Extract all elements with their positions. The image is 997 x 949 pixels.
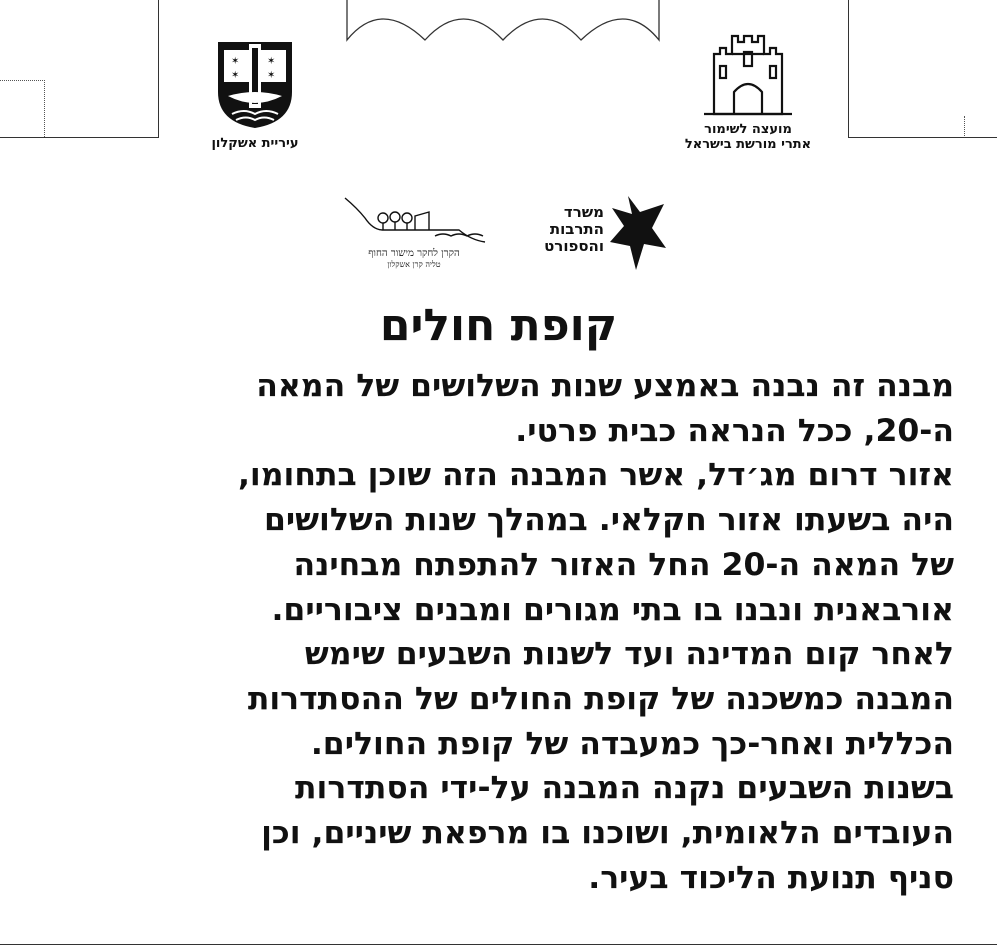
top-right-dotted-guide — [964, 116, 965, 136]
body-line: בשנות השבעים נקנה המבנה על-ידי הסתדרות — [295, 770, 954, 807]
ministry-line1: משרד — [563, 203, 604, 221]
castle-gate-icon — [700, 30, 796, 116]
svg-text:✶: ✶ — [231, 70, 240, 81]
body-line: אורבאנית ונבנו בו בתי מגורים ומבנים ציבוריים. — [271, 591, 954, 628]
body-line: היה בשעתו אזור חקלאי. במהלך שנות השלושים — [263, 502, 954, 539]
body-line: של המאה ה-20 החל האזור להתפתח מבחינה — [293, 546, 954, 583]
heritage-council-logo — [678, 30, 818, 152]
body-line: המבנה כמשכנה של קופת החולים של ההסתדרות — [247, 680, 954, 717]
top-left-dotted-guide — [0, 80, 45, 137]
svg-text:✶: ✶ — [231, 56, 240, 67]
ashkelon-emblem-icon — [214, 36, 296, 130]
body-line: לאחר קום המדינה ועד לשנות השבעים שימש — [304, 636, 954, 673]
svg-text:✶: ✶ — [267, 56, 276, 67]
scalloped-arch-decoration — [345, 0, 661, 46]
ministry-line2: התרבות — [549, 220, 604, 238]
ministry-line3: והספורט — [544, 237, 604, 255]
ashkelon-municipality-logo — [195, 36, 315, 151]
heritage-caption-line2: אתרי מורשת בישראל — [684, 137, 812, 152]
ashkelon-logo-caption: עיריית אשקלון — [211, 136, 299, 151]
coastal-research-fund-logo — [336, 196, 492, 270]
heritage-caption-line1: מועצה לשימור — [704, 122, 792, 137]
coastline-landscape-icon — [339, 196, 489, 246]
bottom-rule — [0, 944, 997, 945]
sign-body — [46, 364, 954, 900]
body-line: מבנה זה נבנה באמצע שנות השלושים של המאה — [256, 368, 954, 404]
top-right-frame — [848, 0, 997, 138]
star-burst-icon — [606, 194, 668, 272]
body-line: ה-20, ככל הנראה כבית פרטי. — [515, 412, 954, 449]
svg-text:✶: ✶ — [267, 70, 276, 81]
ministry-text-block — [524, 204, 604, 255]
body-line: הכללית ואחר-כך כמעבדה של קופת החולים. — [310, 725, 954, 762]
coastal-caption-line2: טליה קרן אשקלון — [387, 260, 441, 269]
body-line: סניף תנועת הליכוד בעיר. — [588, 859, 954, 896]
ministry-culture-sport-logo — [520, 194, 668, 274]
body-line: אזור דרום מג׳דל, אשר המבנה הזה שוכן בתחומו, — [237, 457, 954, 494]
sign-title: קופת חולים — [379, 300, 618, 351]
body-line: העובדים הלאומית, ושוכנו בו מרפאת שיניים, וכן — [261, 815, 954, 852]
coastal-caption-line1: הקרן לחקר מישור החוף — [368, 248, 460, 259]
